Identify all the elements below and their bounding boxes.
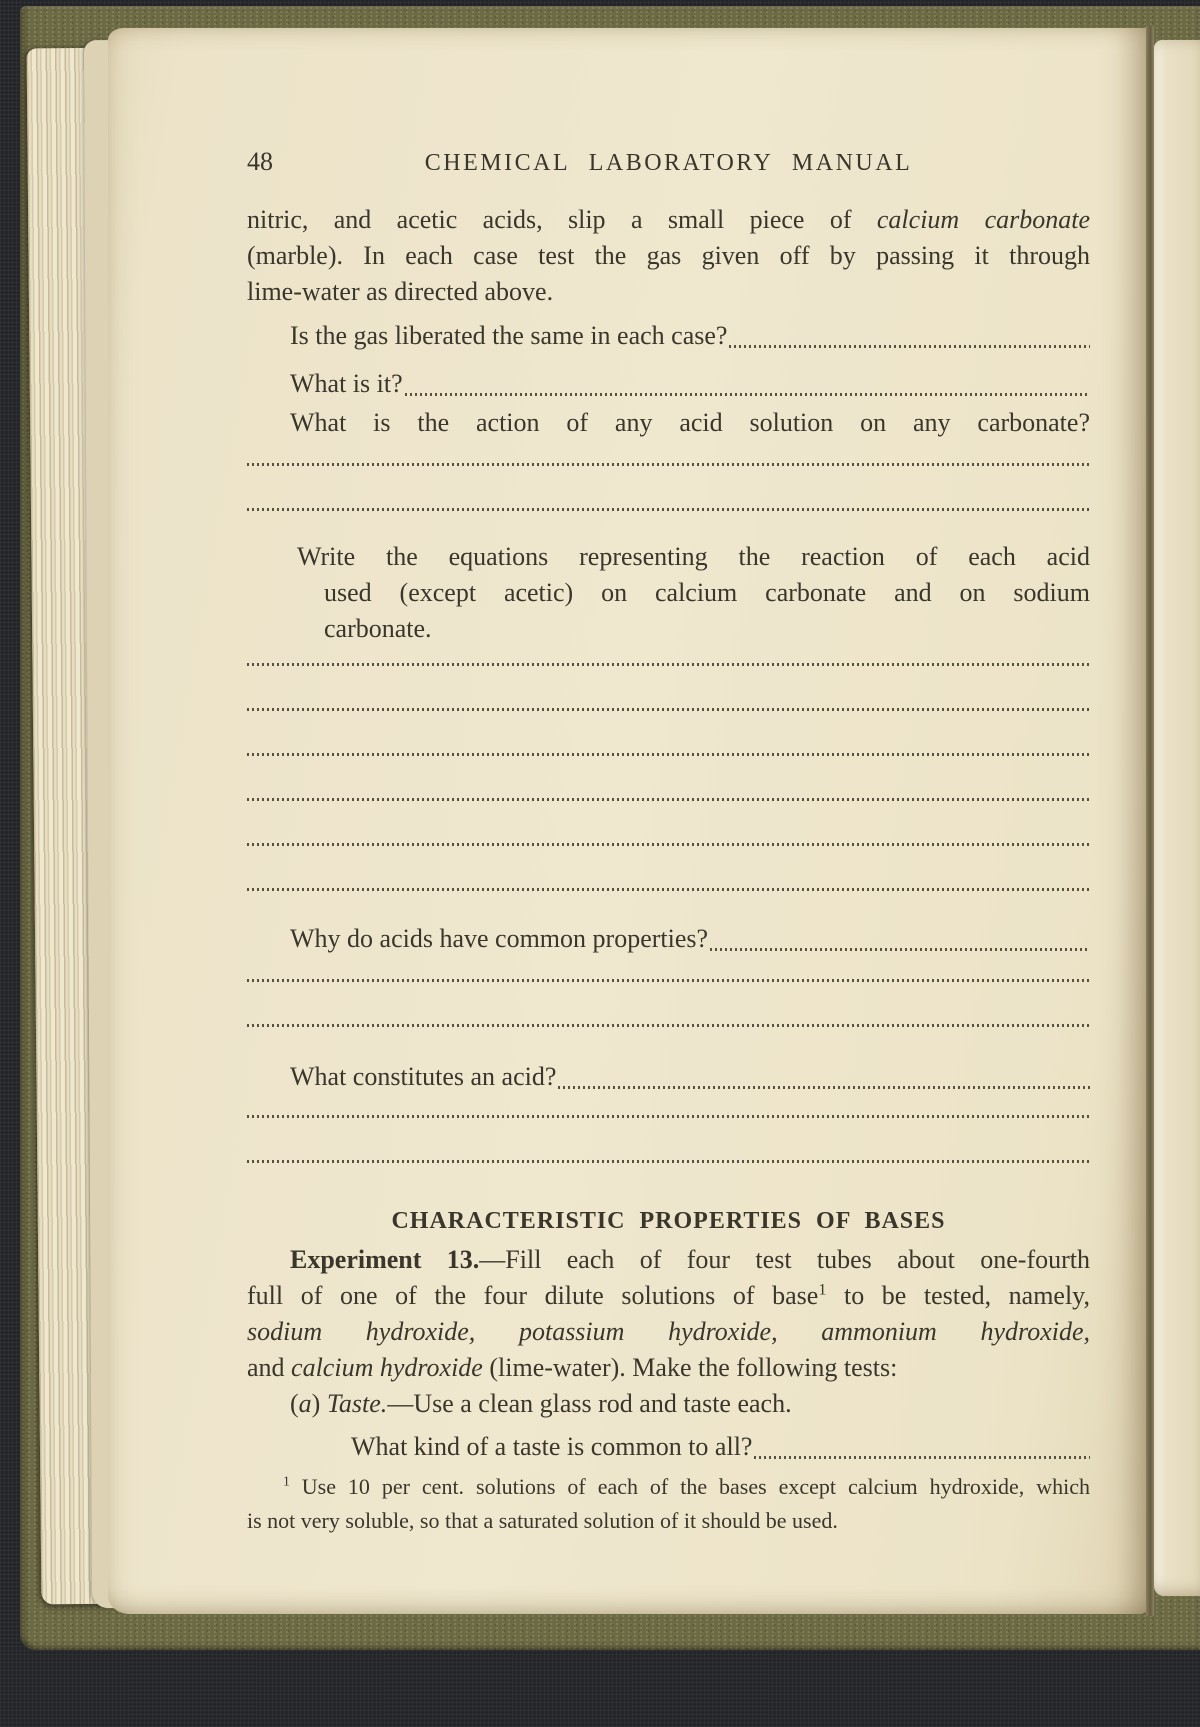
next-page-edge: [1154, 40, 1200, 1596]
page-number: 48: [247, 147, 273, 176]
taste-instruction: [290, 1386, 1090, 1422]
question-acid-action: What is the action of any acid solution on any carbonate?: [290, 408, 1090, 437]
answer-rule: [247, 888, 1090, 891]
footnote-line: [247, 1470, 1090, 1504]
question-taste-common: [351, 1429, 1090, 1465]
text-line: [247, 1350, 1090, 1386]
book-gutter: [1146, 26, 1154, 1616]
text-line: used (except acetic) on calcium carbonate and on sodium: [324, 578, 1090, 607]
write-equations-paragraph: [247, 539, 1090, 647]
text-span: ): [311, 1389, 327, 1418]
text-line: [247, 202, 1090, 238]
answer-rule: [247, 843, 1090, 846]
answer-leader: [729, 345, 1090, 348]
italic-term: calcium hydroxide: [291, 1353, 483, 1382]
book-page: [108, 28, 1148, 1614]
answer-rule: [247, 508, 1090, 511]
answer-rule: [247, 1115, 1090, 1118]
text-span: nitric, and acetic acids, slip a small piece of: [247, 205, 877, 234]
text-line: lime-water as directed above.: [247, 277, 554, 306]
section-heading: CHARACTERISTIC PROPERTIES OF BASES: [391, 1208, 946, 1234]
answer-rule: [247, 798, 1090, 801]
text-span: to be tested, namely,: [826, 1281, 1090, 1310]
question-gas-liberated: [290, 318, 1090, 354]
text-line: carbonate.: [324, 614, 432, 643]
footnote-marker: 1: [283, 1473, 290, 1489]
text-line: [247, 1278, 1090, 1314]
question-common-properties: [290, 921, 1090, 957]
answer-rule: [247, 753, 1090, 756]
text-span: —Use a clean glass rod and taste each.: [387, 1389, 792, 1418]
experiment-label: Experiment 13.: [290, 1245, 480, 1274]
question-what-is-it: [290, 366, 1090, 402]
italic-term: calcium carbonate: [876, 205, 1090, 234]
intro-paragraph: [247, 202, 1090, 310]
text-line: Write the equations representing the reaction of each acid: [297, 542, 1090, 571]
base-names-line: sodium hydroxide, potassium hydroxide, ammonium hydroxide,: [247, 1317, 1090, 1346]
experiment-13-paragraph: [247, 1242, 1090, 1386]
footnote-line: is not very soluble, so that a saturated solution of it should be used.: [247, 1508, 838, 1533]
question-text: What kind of a taste is common to all?: [351, 1432, 753, 1461]
text-line: (marble). In each case test the gas given off by passing it through: [247, 241, 1090, 270]
question-text: What is it?: [290, 369, 403, 398]
text-span: —Fill each of four test tubes about one-fourth: [479, 1245, 1090, 1274]
answer-leader: [558, 1086, 1090, 1089]
text-span: full of one of the four dilute solutions of base: [247, 1281, 819, 1310]
question-constitutes-acid: [290, 1059, 1090, 1095]
question-text: Why do acids have common properties?: [290, 924, 709, 953]
answer-leader: [754, 1456, 1090, 1459]
text-line: [290, 1242, 1090, 1278]
running-title: CHEMICAL LABORATORY MANUAL: [424, 150, 913, 176]
taste-label: Taste.: [326, 1389, 388, 1418]
answer-rule: [247, 708, 1090, 711]
answer-rule: [247, 1160, 1090, 1163]
text-span: and: [247, 1353, 292, 1382]
question-text: What constitutes an acid?: [290, 1062, 557, 1091]
answer-rule: [247, 979, 1090, 982]
footnote-reference: 1: [818, 1281, 827, 1299]
answer-leader: [405, 393, 1090, 396]
answer-rule: [247, 663, 1090, 666]
answer-rule: [247, 1024, 1090, 1027]
text-span: (lime-water). Make the following tests:: [482, 1353, 898, 1382]
page-header: [247, 144, 1090, 176]
text-span: Use 10 per cent. solutions of each of the bases except calcium hydroxide, which: [289, 1474, 1090, 1499]
answer-rule: [247, 463, 1090, 466]
list-letter: a: [298, 1389, 312, 1418]
question-text: Is the gas liberated the same in each case?: [290, 321, 728, 350]
footnote: [247, 1470, 1090, 1538]
answer-leader: [710, 948, 1090, 951]
text-span: (: [290, 1389, 299, 1418]
page-content: [247, 28, 1090, 1538]
